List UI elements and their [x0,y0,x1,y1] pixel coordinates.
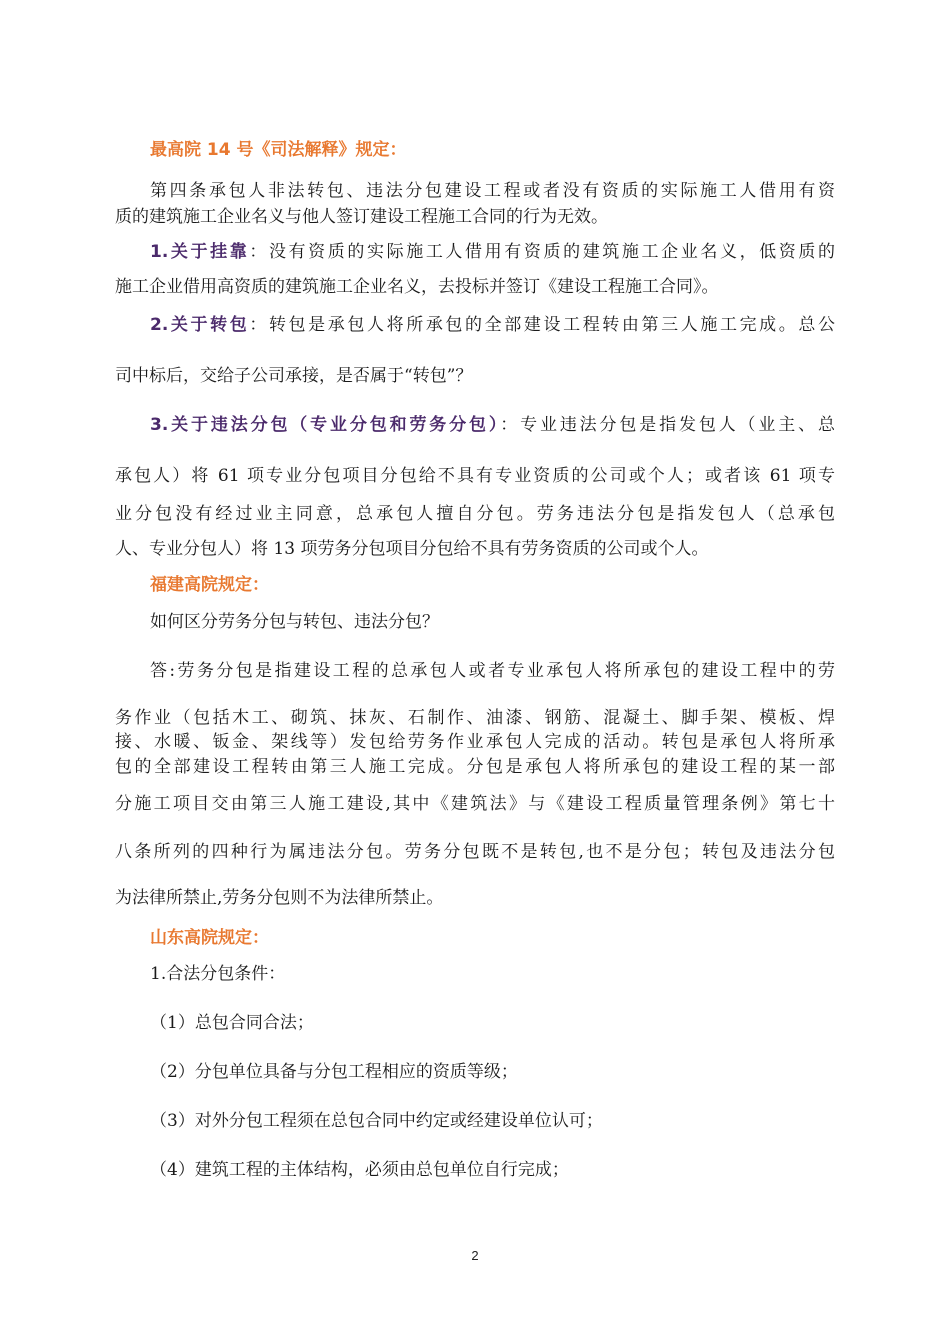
heading-shandong: 山东高院规定： [150,928,269,948]
article4-line1: 第四条承包人非法转包、违法分包建设工程或者没有资质的实际施工人借用有资 [150,181,835,201]
item3-line3: 业分包没有经过业主同意，总承包人擅自分包。劳务违法分包是指发包人（总承包 [115,504,835,524]
item2-line2: 司中标后，交给子公司承接，是否属于“转包”？ [115,366,473,386]
shandong-title: 1.合法分包条件： [150,964,286,984]
heading-supreme-court: 最高院 14 号《司法解释》规定： [150,140,407,160]
shandong-condition-2: （2）分包单位具备与分包工程相应的资质等级； [150,1062,518,1082]
fujian-answer-line5: 分施工项目交由第三人施工建设,其中《建筑法》与《建设工程质量管理条例》第七十 [115,794,835,814]
item3-line1 [150,413,835,437]
item3-line2: 承包人）将 61 项专业分包项目分包给不具有专业资质的公司或个人；或者该 61 项专 [115,466,835,486]
fujian-answer-line2: 务作业（包括木工、砌筑、抹灰、石制作、油漆、钢筋、混凝土、脚手架、模板、焊 [115,708,835,728]
item2-text: ：转包是承包人将所承包的全部建设工程转由第三人施工完成。总公 [249,315,835,335]
item2-line1 [150,313,835,337]
fujian-answer-line3: 接、水暖、钣金、架线等）发包给劳务作业承包人完成的活动。转包是承包人将所承 [115,732,835,752]
fujian-answer-line7: 为法律所禁止,劳务分包则不为法律所禁止。 [115,888,444,908]
item1-line2: 施工企业借用高资质的建筑施工企业名义，去投标并签订《建设工程施工合同》。 [115,277,719,297]
fujian-question: 如何区分劳务分包与转包、违法分包？ [150,612,439,632]
item3-text: ：专业违法分包是指发包人（业主、总 [500,415,835,435]
shandong-condition-4: （4）建筑工程的主体结构，必须由总包单位自行完成； [150,1160,569,1180]
shandong-condition-3: （3）对外分包工程须在总包合同中约定或经建设单位认可； [150,1111,603,1131]
fujian-answer-line1: 答:劳务分包是指建设工程的总承包人或者专业承包人将所承包的建设工程中的劳 [150,661,835,681]
page-number: 2 [471,1248,479,1263]
item1-lead: 1.关于挂靠 [150,242,250,262]
item3-line4: 人、专业分包人）将 13 项劳务分包项目分包给不具有劳务资质的公司或个人。 [115,539,709,559]
heading-fujian: 福建高院规定： [150,575,269,595]
item2-lead: 2.关于转包 [150,315,250,335]
fujian-answer-line6: 八条所列的四种行为属违法分包。劳务分包既不是转包,也不是分包；转包及违法分包 [115,842,835,862]
shandong-condition-1: （1）总包合同合法； [150,1013,314,1033]
item3-lead: 3.关于违法分包（专业分包和劳务分包） [150,415,501,435]
item1-line1 [150,240,835,264]
fujian-answer-line4: 包的全部建设工程转由第三人施工完成。分包是承包人将所承包的建设工程的某一部 [115,757,835,777]
article4-line2: 质的建筑施工企业名义与他人签订建设工程施工合同的行为无效。 [115,207,608,227]
item1-text: ：没有资质的实际施工人借用有资质的建筑施工企业名义，低资质的 [249,242,835,262]
